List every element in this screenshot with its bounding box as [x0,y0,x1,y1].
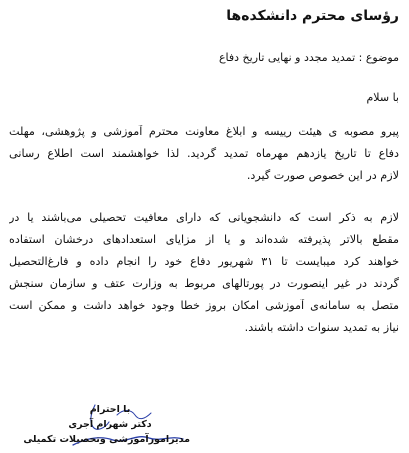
signatory-name: دکتر شهرام آجری [68,419,152,430]
paragraph-1-line-2: دفاع تا تاریخ یازدهم مهرماه تمدید گردید. لذا خواهشمند است اطلاع رسانی [9,147,399,160]
paragraph-2-line-3: خواهند کرد میبایست تا ۳۱ شهریور دفاع خود را انجام داده و فارغ‌التحصیل [9,255,399,268]
letter-subject: موضوع : تمدید مجدد و نهایی تاریخ دفاع [218,51,399,64]
paragraph-2-line-2: مقطع بالاتر پذیرفته شده‌اند و یا از مزایای استعدادهای درخشان استفاده [9,233,399,246]
signature-closing: با احترام [89,404,131,415]
paragraph-1-line-3: لازم در این خصوص صورت گیرد. [246,169,399,182]
signatory-title: مدیرامورآموزشی وتحصیلات تکمیلی [23,434,190,445]
letter-greeting: با سلام [366,91,399,104]
paragraph-2-line-1: لازم به ذکر است که دانشجویانی که دارای معافیت تحصیلی می‌باشند یا در [9,211,399,224]
paragraph-2-line-6: نیاز به تمدید سنوات داشته باشند. [244,321,399,334]
paragraph-1-line-1: پیرو مصوبه ی هیئت رییسه و ابلاغ معاونت محترم آموزشی و پژوهشی، مهلت [9,125,399,138]
paragraph-2-line-4: گردند در غیر اینصورت در پورتالهای مربوط به وزارت عتف و سازمان سنجش [9,277,399,290]
paragraph-2-line-5: متصل به سامانه‌ی آموزشی امکان بروز خطا وجود خواهد داشت و ممکن است [9,299,399,312]
letter-heading: رؤسای محترم دانشکده‌ها [226,8,399,24]
